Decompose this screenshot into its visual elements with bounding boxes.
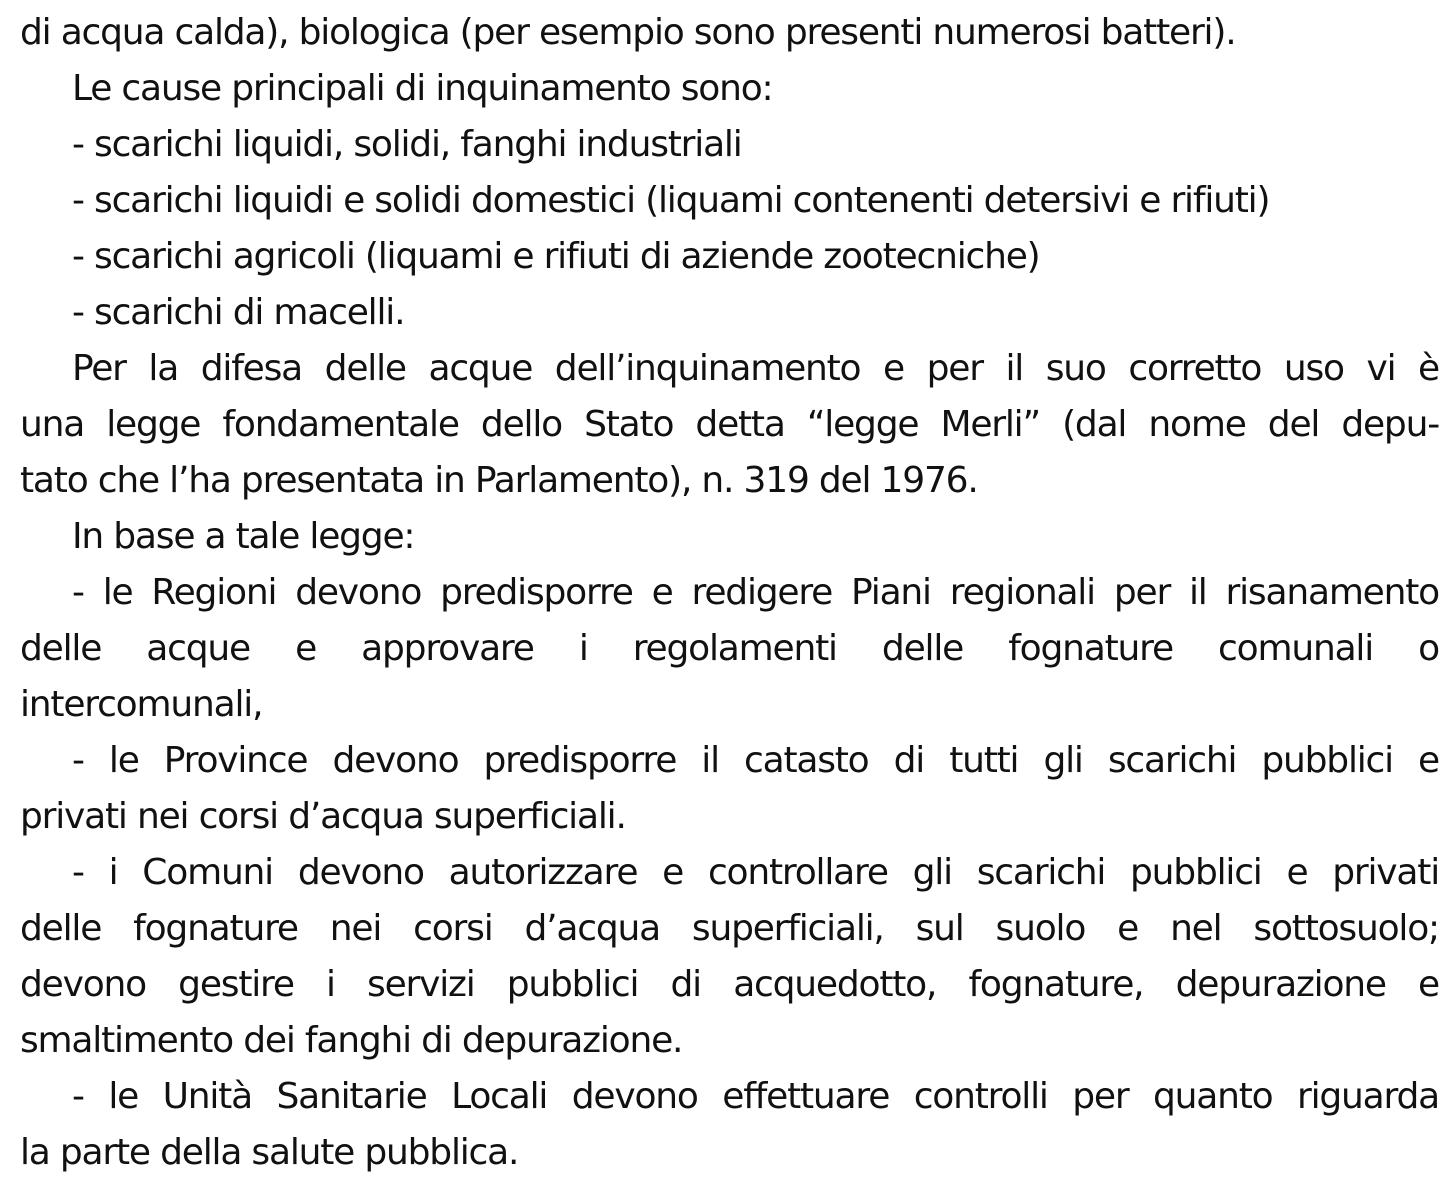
list-item: - scarichi liquidi, solidi, fanghi industriali — [72, 124, 742, 165]
text-line: intercomunali, — [20, 684, 263, 725]
text-line: una legge fondamentale dello Stato detta “legge Merli” (dal nome del depu- — [20, 404, 1439, 445]
list-item: - scarichi agricoli (liquami e rifiuti di aziende zootecniche) — [72, 236, 1040, 277]
text-line: smaltimento dei fanghi di depurazione. — [20, 1020, 683, 1061]
text-line: In base a tale legge: — [72, 516, 415, 557]
list-item: - le Province devono predisporre il catasto di tutti gli scarichi pubblici e — [72, 740, 1439, 781]
text-line: devono gestire i servizi pubblici di acquedotto, fognature, depurazione e — [20, 964, 1439, 1005]
text-line: Le cause principali di inquinamento sono: — [72, 68, 773, 109]
text-line: privati nei corsi d’acqua superficiali. — [20, 796, 626, 837]
text-line: tato che l’ha presentata in Parlamento), n. 319 del 1976. — [20, 460, 978, 501]
text-line: di acqua calda), biologica (per esempio sono presenti numerosi batteri). — [20, 12, 1236, 53]
list-item: - i Comuni devono autorizzare e controllare gli scarichi pubblici e privati — [72, 852, 1439, 893]
text-line: delle acque e approvare i regolamenti delle fognature comunali o — [20, 628, 1439, 669]
text-line: delle fognature nei corsi d’acqua superficiali, sul suolo e nel sottosuolo; — [20, 908, 1439, 949]
text-line: Per la difesa delle acque dell’inquinamento e per il suo corretto uso vi è — [72, 348, 1439, 389]
list-item: - le Regioni devono predisporre e redigere Piani regionali per il risanamento — [72, 572, 1439, 613]
list-item: - scarichi di macelli. — [72, 292, 405, 333]
text-line: la parte della salute pubblica. — [20, 1132, 519, 1173]
list-item: - le Unità Sanitarie Locali devono effettuare controlli per quanto riguarda — [72, 1076, 1439, 1117]
list-item: - scarichi liquidi e solidi domestici (liquami contenenti detersivi e rifiuti) — [72, 180, 1270, 221]
